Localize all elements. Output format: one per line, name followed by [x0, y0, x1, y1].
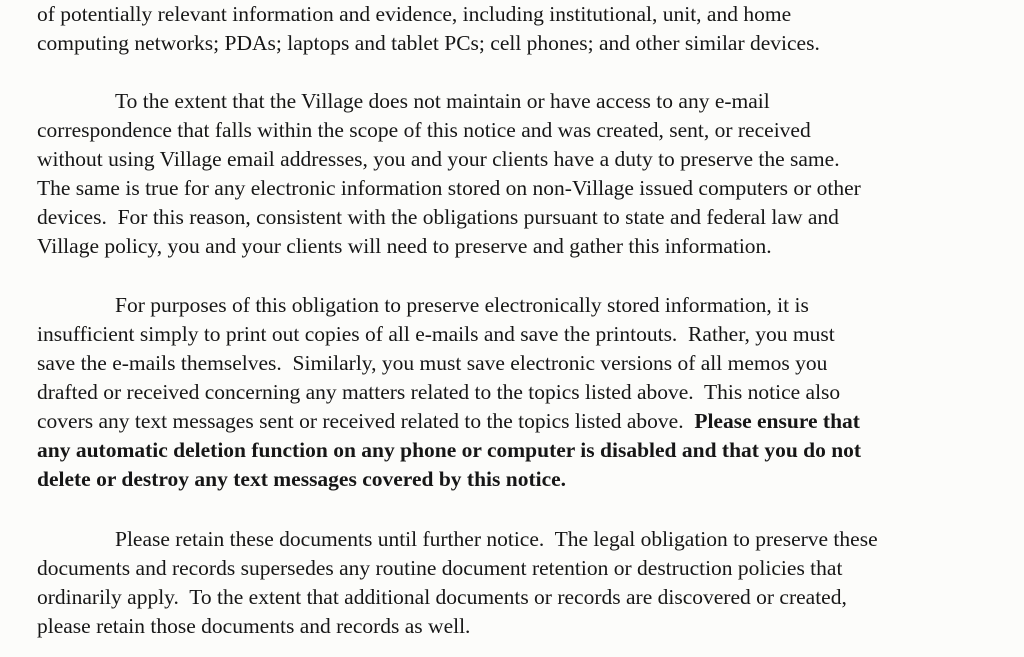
bold-text-segment: delete or destroy any text messages covered by this notice. — [37, 467, 567, 491]
paragraph-retention — [37, 525, 1022, 641]
text-segment: please retain those documents and records as well. — [37, 614, 471, 638]
text-line — [37, 583, 1022, 612]
text-line — [37, 291, 1022, 320]
text-line — [37, 29, 1022, 58]
text-line — [37, 612, 1022, 641]
text-line — [37, 145, 1022, 174]
text-line — [37, 349, 1022, 378]
text-segment: insufficient simply to print out copies of all e-mails and save the printouts. Rather, you must — [37, 322, 835, 346]
text-segment: computing networks; PDAs; laptops and tablet PCs; cell phones; and other similar devices. — [37, 31, 820, 55]
paragraph-non-village-email — [37, 87, 1022, 261]
paragraph-device-list — [37, 0, 1022, 58]
text-line — [37, 87, 1022, 116]
text-segment: ordinarily apply. To the extent that additional documents or records are discovered or created, — [37, 585, 847, 609]
text-segment: covers any text messages sent or received related to the topics listed above. — [37, 409, 695, 433]
text-segment: drafted or received concerning any matters related to the topics listed above. This notice also — [37, 380, 841, 404]
text-segment: save the e-mails themselves. Similarly, you must save electronic versions of all memos you — [37, 351, 828, 375]
text-line — [37, 465, 1022, 494]
text-line — [37, 436, 1022, 465]
text-segment: For purposes of this obligation to preserve electronically stored information, it is — [115, 293, 809, 317]
bold-text-segment: any automatic deletion function on any phone or computer is disabled and that you do not — [37, 438, 862, 462]
text-line — [37, 525, 1022, 554]
paragraph-electronic-preservation — [37, 291, 1022, 494]
text-segment: Village policy, you and your clients will need to preserve and gather this information. — [37, 234, 772, 258]
text-line — [37, 407, 1022, 436]
text-line — [37, 174, 1022, 203]
bold-text-segment: Please ensure that — [694, 409, 860, 433]
text-segment: documents and records supersedes any routine document retention or destruction policies that — [37, 556, 843, 580]
text-segment: without using Village email addresses, you and your clients have a duty to preserve the same. — [37, 147, 840, 171]
text-segment: The same is true for any electronic information stored on non-Village issued computers or other — [37, 176, 861, 200]
text-line — [37, 554, 1022, 583]
text-segment: correspondence that falls within the scope of this notice and was created, sent, or received — [37, 118, 811, 142]
text-line — [37, 232, 1022, 261]
text-line — [37, 203, 1022, 232]
text-line — [37, 320, 1022, 349]
text-line — [37, 116, 1022, 145]
text-line — [37, 378, 1022, 407]
text-segment: of potentially relevant information and evidence, including institutional, unit, and home — [37, 2, 792, 26]
text-segment: Please retain these documents until further notice. The legal obligation to preserve these — [115, 527, 878, 551]
text-line — [37, 0, 1022, 29]
text-segment: devices. For this reason, consistent with the obligations pursuant to state and federal law and — [37, 205, 839, 229]
text-segment: To the extent that the Village does not maintain or have access to any e-mail — [115, 89, 770, 113]
